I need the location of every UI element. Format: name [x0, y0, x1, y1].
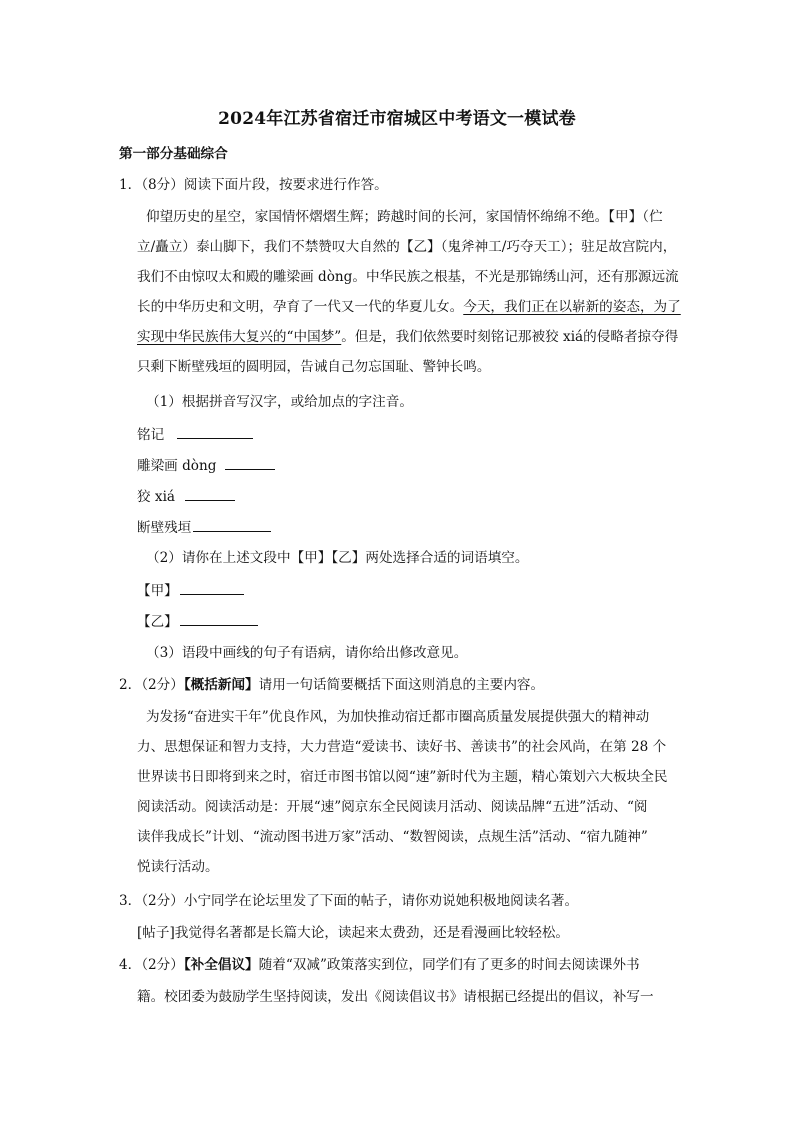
q2-passage-line-3: 世界读书日即将到来之时，宿迁市图书馆以阅“速”新时代为主题，精心策划六大板块全民	[137, 769, 668, 785]
answer-blank[interactable]	[193, 517, 271, 532]
q1-fill-label: 【甲】	[137, 583, 178, 599]
q2-passage-line-5: 读伴我成长”计划、“流动图书进万家”活动、“数智阅读，点规生活”活动、“宿九随神”	[137, 829, 648, 845]
q1-fill-item-3	[137, 486, 235, 507]
q2-tag: 【概括新闻】	[183, 677, 259, 693]
q1-fill-label: 断壁残垣	[137, 520, 192, 536]
answer-blank[interactable]	[180, 580, 244, 595]
answer-blank[interactable]	[225, 455, 275, 470]
q4-passage-line-1: 籍。校团委为鼓励学生坚持阅读，发出《阅读倡议书》请根据已经提出的倡议，补写一	[137, 989, 654, 1005]
q2-heading	[119, 675, 544, 695]
q1-underlined-sentence-part-2: 实现中华民族伟大复兴的“中国梦”	[137, 329, 342, 345]
q1-passage-line-5	[137, 327, 678, 347]
q1-fill-item-1	[137, 424, 253, 445]
q1-fill-item-5	[137, 580, 244, 601]
q3-post: [帖子]我觉得名著都是长篇大论，读起来太费劲，还是看漫画比较轻松。	[137, 925, 570, 941]
q2-passage-line-2: 力、思想保证和智力支持，大力营造“爱读书、读好书、善读书”的社会风尚，在第 28 个	[137, 739, 667, 755]
q1-passage-text: 。但是，我们依然要时刻铭记那被狡 xiá的侵略者掠夺得	[341, 329, 679, 345]
q4-heading	[119, 955, 640, 975]
q1-fill-label: 【乙】	[137, 614, 178, 630]
q2-passage-line-4: 阅读活动。阅读活动是：开展“速”阅京东全民阅读月活动、阅读品牌“五进”活动、“阅	[137, 799, 648, 815]
answer-blank[interactable]	[177, 424, 253, 439]
q1-passage-line-1: 仰望历史的星空，家国情怀熠熠生辉；跨越时间的长河，家国情怀绵绵不绝。【甲】（伫	[146, 209, 663, 225]
answer-blank[interactable]	[180, 611, 258, 626]
q1-subquestion-3: （3）语段中画线的句子有语病，请你给出修改意见。	[146, 645, 468, 661]
q2-number: 2．（2分）	[119, 677, 184, 693]
q1-passage-text: 长的中华历史和文明，孕育了一代又一代的华夏儿女。	[137, 299, 464, 315]
q1-passage-line-2: 立/矗立）泰山脚下，我们不禁赞叹大自然的【乙】（鬼斧神工/巧夺天工）；驻足故宫院内，	[137, 239, 677, 255]
q1-fill-item-4	[137, 517, 271, 538]
q1-fill-label: 狡 xiá	[137, 489, 176, 505]
q1-fill-label: 雕梁画 dòng	[137, 458, 217, 474]
q4-prompt: 随着“双减”政策落实到位，同学们有了更多的时间去阅读课外书	[258, 957, 640, 973]
q2-passage-line-6: 悦读行活动。	[137, 859, 219, 875]
q1-passage-line-4	[137, 297, 681, 317]
q4-tag: 【补全倡议】	[183, 957, 259, 973]
q1-passage-line-3: 我们不由惊叹太和殿的雕梁画 dòng。中华民族之根基，不光是那锦绣山河，还有那源远流	[137, 269, 679, 285]
answer-blank[interactable]	[185, 486, 235, 501]
q1-underlined-sentence-part-1: 今天，我们正在以崭新的姿态，为了	[463, 299, 681, 315]
q1-heading: 1．（8分）阅读下面片段，按要求进行作答。	[119, 177, 388, 193]
q4-number: 4．（2分）	[119, 957, 184, 973]
q2-passage-line-1: 为发扬“奋进实干年”优良作风，为加快推动宿迁都市圈高质量发展提供强大的精神动	[146, 709, 650, 725]
q1-passage-line-6: 只剩下断壁残垣的圆明园，告诫自己勿忘国耻、警钟长鸣。	[137, 359, 491, 375]
q1-fill-label: 铭记	[137, 427, 165, 443]
q3-heading: 3．（2分）小宁同学在论坛里发了下面的帖子，请你劝说她积极地阅读名著。	[119, 893, 579, 909]
q1-subquestion-1: （1）根据拼音写汉字，或给加点的字注音。	[146, 394, 413, 410]
q2-prompt: 请用一句话简要概括下面这则消息的主要内容。	[258, 677, 545, 693]
section-heading: 第一部分基础综合	[119, 146, 228, 162]
q1-fill-item-2	[137, 455, 275, 476]
page-title: 2024年江苏省宿迁市宿城区中考语文一模试卷	[218, 109, 576, 129]
q1-subquestion-2: （2）请你在上述文段中【甲】【乙】两处选择合适的词语填空。	[146, 550, 529, 566]
q1-fill-item-6	[137, 611, 258, 632]
